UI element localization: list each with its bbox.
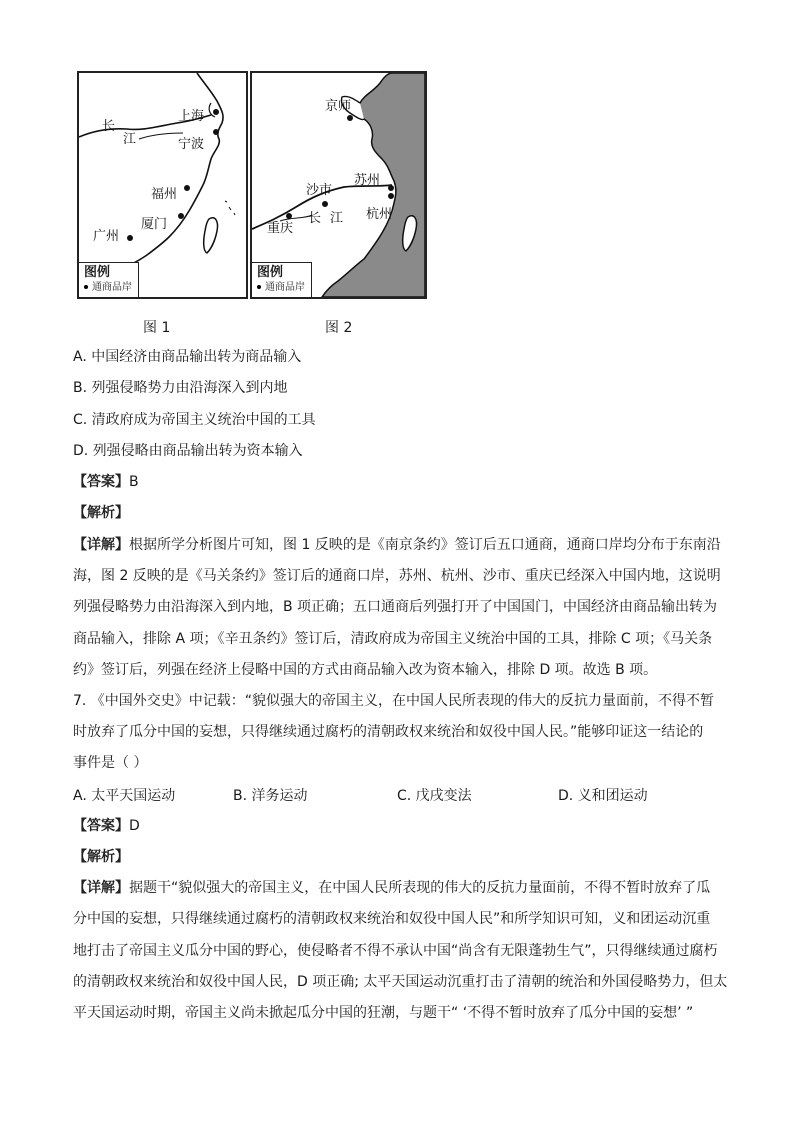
answer-value: B bbox=[129, 474, 139, 490]
figure-1-map bbox=[77, 71, 248, 299]
river-char-2: 江 bbox=[330, 211, 344, 226]
port-marker bbox=[213, 109, 219, 115]
q7-option-b: B. 洋务运动 bbox=[233, 788, 308, 804]
answer-tag: 【答案】 bbox=[73, 818, 129, 834]
q6-answer bbox=[73, 472, 723, 492]
map-legend bbox=[79, 262, 139, 297]
q6-detail-line: 列强侵略势力由沿海深入到内地，B 项正确；五口通商后列强打开了中国国门，中国经济由商品输出转为 bbox=[73, 599, 718, 615]
city-label-ningbo: 宁波 bbox=[178, 137, 205, 152]
city-label-shashi: 沙市 bbox=[306, 183, 333, 198]
figure-2-caption: 图 2 bbox=[325, 320, 353, 336]
city-label-shanghai: 上海 bbox=[178, 109, 205, 124]
port-marker bbox=[286, 213, 292, 219]
map-legend bbox=[252, 262, 312, 297]
legend-title: 图例 bbox=[257, 265, 284, 280]
q7-analysis-heading bbox=[73, 847, 723, 867]
q7-option-a: A. 太平天国运动 bbox=[73, 788, 176, 804]
city-label-chongqing: 重庆 bbox=[267, 221, 294, 236]
analysis-tag: 【解析】 bbox=[73, 849, 129, 865]
q6-detail-line: 约》签订后，列强在经济上侵略中国的方式由商品输入改为资本输入，排除 D 项。故选 B 项。 bbox=[73, 662, 658, 678]
q7-option-d: D. 义和团运动 bbox=[558, 788, 648, 804]
port-marker bbox=[388, 193, 394, 199]
q7-option-c: C. 戊戌变法 bbox=[397, 788, 472, 804]
city-label-xiamen: 厦门 bbox=[141, 217, 168, 232]
legend-title: 图例 bbox=[84, 265, 111, 280]
river-char-2: 江 bbox=[123, 132, 137, 147]
q6-detail-line bbox=[73, 535, 723, 555]
port-marker bbox=[127, 235, 133, 241]
q7-stem-line: 事件是（ ） bbox=[73, 755, 148, 771]
port-marker bbox=[213, 129, 219, 135]
figure-1-caption: 图 1 bbox=[143, 320, 171, 336]
river-char-1: 长 bbox=[102, 119, 116, 134]
analysis-tag: 【解析】 bbox=[73, 505, 129, 521]
q7-stem-line: 时放弃了瓜分中国的妄想，只得继续通过腐朽的清朝政权来统治和奴役中国人民。”能够印证这一结论的 bbox=[73, 724, 704, 740]
detail-tag: 【详解】 bbox=[73, 537, 129, 553]
port-marker bbox=[178, 213, 184, 219]
q7-answer bbox=[73, 816, 723, 836]
q7-detail-line: 分中国的妄想，只得继续通过腐朽的清朝政权来统治和奴役中国人民”和所学知识可知，义和团运动沉重 bbox=[73, 911, 711, 927]
legend-item-label: 通商品岸 bbox=[92, 282, 132, 293]
river-char-1: 长 bbox=[308, 211, 322, 226]
q6-option-c: C. 清政府成为帝国主义统治中国的工具 bbox=[73, 412, 316, 428]
detail-text: 据题干“貌似强大的帝国主义，在中国人民所表现的伟大的反抗力量面前，不得不暂时放弃了瓜 bbox=[129, 880, 711, 896]
city-label-fuzhou: 福州 bbox=[151, 187, 178, 202]
q6-option-a: A. 中国经济由商品输出转为商品输入 bbox=[73, 349, 302, 365]
city-label-jingshi: 京师 bbox=[325, 99, 352, 114]
city-label-suzhou: 苏州 bbox=[354, 173, 381, 188]
q6-detail-line: 商品输入，排除 A 项；《辛丑条约》签订后，清政府成为帝国主义统治中国的工具，排除 C 项；《马关条 bbox=[73, 631, 713, 647]
q7-detail-line: 地打击了帝国主义瓜分中国的野心，使侵略者不得不承认中国“尚含有无限蓬勃生气”，只得继续通过腐朽 bbox=[73, 943, 718, 959]
q6-analysis-heading bbox=[73, 503, 723, 523]
q7-stem-line: 7. 《中国外交史》中记载：“貌似强大的帝国主义，在中国人民所表现的伟大的反抗力量面前，不得不暂 bbox=[73, 693, 715, 709]
port-marker bbox=[347, 115, 353, 121]
q7-detail-line bbox=[73, 878, 723, 898]
legend-dot-icon bbox=[84, 285, 88, 289]
q6-option-d: D. 列强侵略由商品输出转为资本输入 bbox=[73, 443, 303, 459]
q6-option-b: B. 列强侵略势力由沿海深入到内地 bbox=[73, 380, 288, 396]
port-marker bbox=[184, 185, 190, 191]
legend-item-label: 通商品岸 bbox=[265, 282, 305, 293]
q7-detail-line: 平天国运动时期，帝国主义尚未掀起瓜分中国的狂潮，与题干“ ‘不得不暂时放弃了瓜分中国的妄想’ ” bbox=[73, 1005, 694, 1021]
city-label-hangzhou: 杭州 bbox=[366, 207, 393, 222]
port-marker bbox=[388, 185, 394, 191]
q7-detail-line: 的清朝政权来统治和奴役中国人民，D 项正确; 太平天国运动沉重打击了清朝的统治和外国侵略势力，但太 bbox=[73, 974, 728, 990]
answer-value: D bbox=[129, 818, 140, 834]
legend-dot-icon bbox=[257, 285, 261, 289]
figure-2-map bbox=[250, 71, 427, 299]
city-label-guangzhou: 广州 bbox=[93, 229, 120, 244]
detail-text: 根据所学分析图片可知，图 1 反映的是《南京条约》签订后五口通商，通商口岸均分布于东南沿 bbox=[129, 537, 721, 553]
q6-detail-line: 海，图 2 反映的是《马关条约》签订后的通商口岸，苏州、杭州、沙市、重庆已经深入中国内地，这说明 bbox=[73, 568, 721, 584]
detail-tag: 【详解】 bbox=[73, 880, 129, 896]
port-marker bbox=[322, 201, 328, 207]
answer-tag: 【答案】 bbox=[73, 474, 129, 490]
